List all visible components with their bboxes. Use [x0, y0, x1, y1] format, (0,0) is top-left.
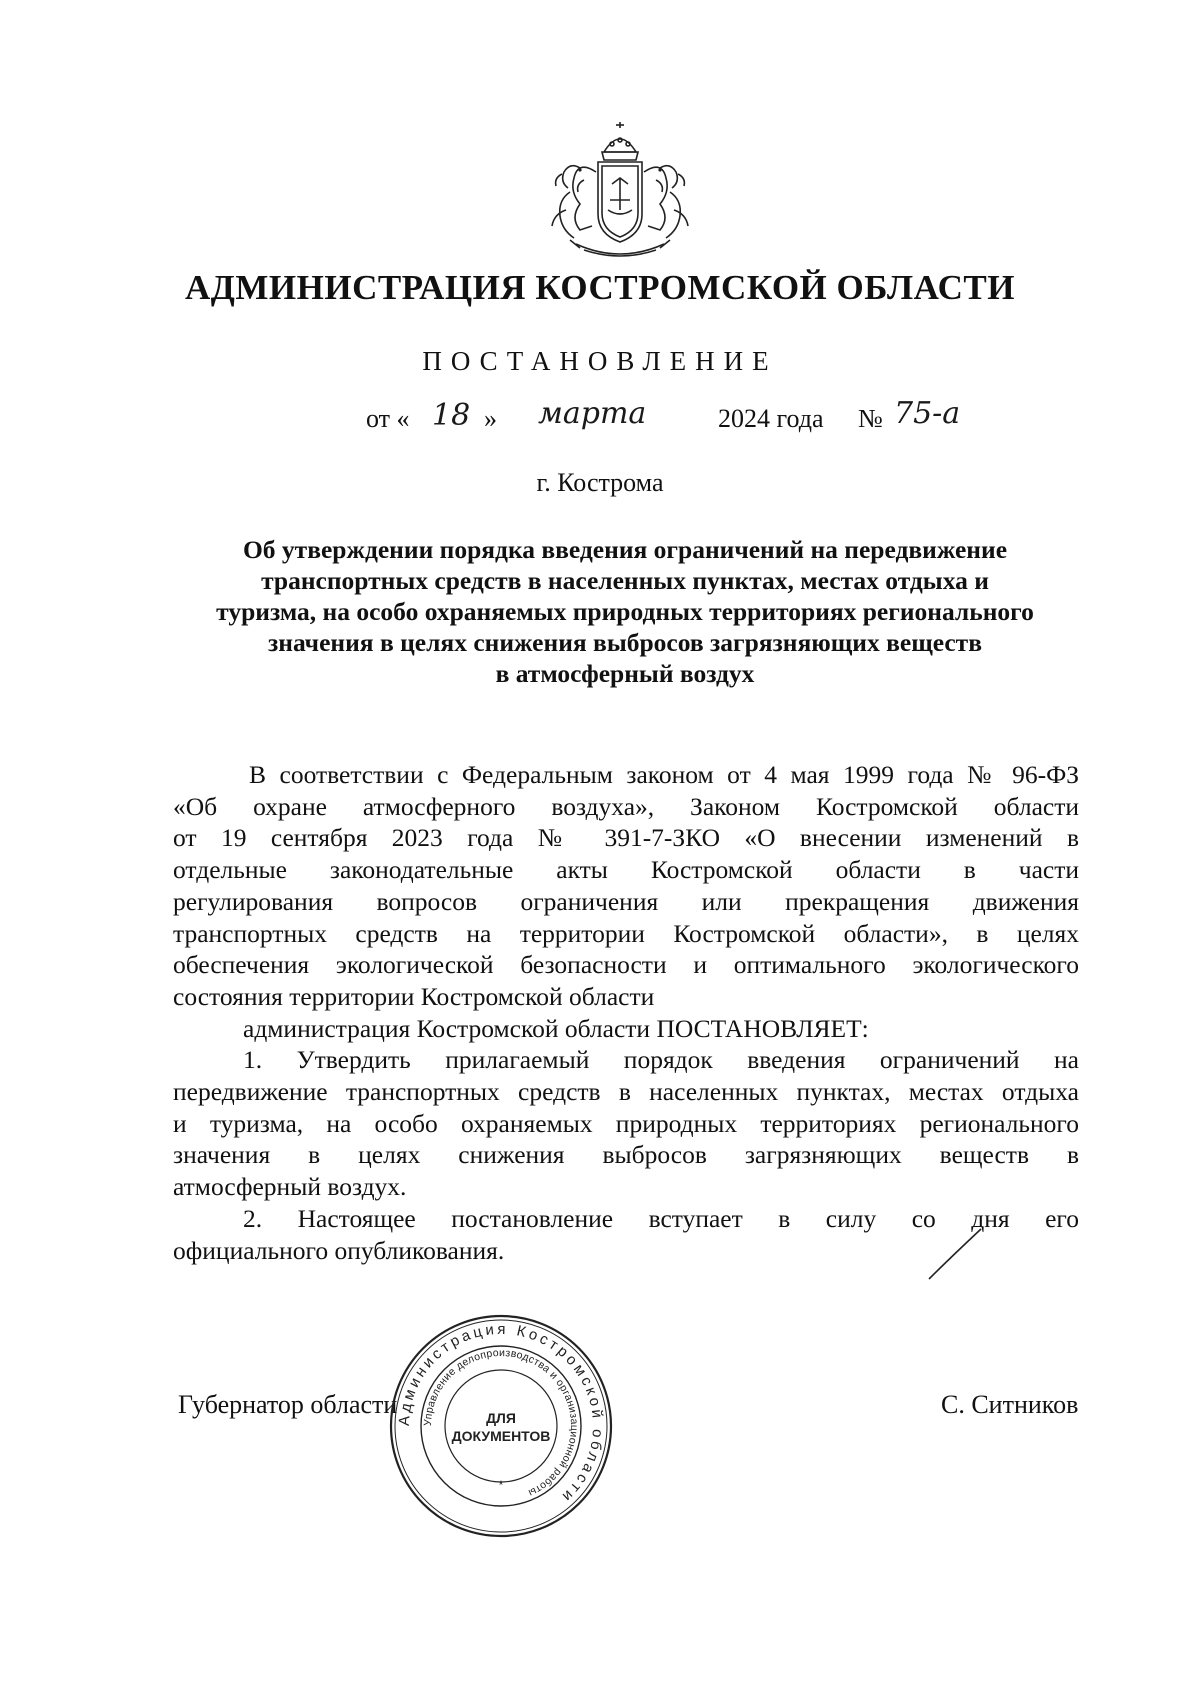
body-line: отдельные законодательные акты Костромской области в части	[173, 855, 1079, 885]
item-2-line: официального опубликования.	[173, 1235, 505, 1265]
svg-text:*: *	[498, 1478, 504, 1492]
body-line: «Об охране атмосферного воздуха», Законом Костромской области	[173, 791, 1079, 821]
city: г. Кострома	[536, 468, 664, 497]
body-line: транспортных средств на территории Костромской области», в целях	[173, 918, 1079, 948]
date-number-line	[366, 396, 1066, 460]
document-number-handwritten: 75-а	[894, 396, 961, 431]
coat-of-arms-emblem	[540, 122, 700, 264]
document-body	[173, 759, 1079, 1266]
subject-line: туризма, на особо охраняемых природных территориях регионального	[216, 597, 1034, 626]
pen-stroke-mark	[925, 1225, 985, 1283]
organization-title: АДМИНИСТРАЦИЯ КОСТРОМСКОЙ ОБЛАСТИ	[185, 268, 1015, 307]
subject-line: в атмосферный воздух	[495, 659, 755, 688]
stamp-center-line-1: ДЛЯ	[486, 1410, 516, 1426]
signer-position: Губернатор области	[178, 1390, 398, 1419]
subject-line: транспортных средств в населенных пунктах, местах отдыха и	[261, 566, 989, 595]
date-prefix: от «	[366, 404, 410, 433]
date-month-handwritten: марта	[538, 396, 647, 431]
item-1-line: 1. Утвердить прилагаемый порядок введения ограничений на	[243, 1045, 1079, 1075]
item-1-line: передвижение транспортных средств в населенных пунктах, местах отдыха	[173, 1077, 1079, 1107]
signer-name: С. Ситников	[941, 1390, 1079, 1419]
subject-line: значения в целях снижения выбросов загрязняющих веществ	[268, 628, 982, 657]
date-day-handwritten: 18	[432, 398, 471, 433]
document-subject	[165, 534, 1085, 689]
body-line: обеспечения экологической безопасности и оптимального экологического	[173, 950, 1079, 980]
official-stamp-seal	[388, 1313, 614, 1539]
document-type: ПОСТАНОВЛЕНИЕ	[422, 346, 778, 376]
body-line: регулирования вопросов ограничения или прекращения движения	[173, 886, 1079, 916]
body-line: от 19 сентября 2023 года № 391-7-ЗКО «О внесении изменений в	[173, 823, 1079, 853]
decree-line: администрация Костромской области ПОСТАНОВЛЯЕТ:	[243, 1013, 869, 1043]
subject-line: Об утверждении порядка введения ограничений на передвижение	[242, 535, 1008, 564]
date-year: 2024 года	[718, 404, 824, 433]
number-sign: №	[858, 404, 883, 433]
stamp-center-line-2: ДОКУМЕНТОВ	[451, 1428, 551, 1444]
item-1-line: и туризма, на особо охраняемых природных территориях регионального	[173, 1108, 1079, 1138]
item-2-line: 2. Настоящее постановление вступает в силу со дня его	[243, 1203, 1079, 1233]
item-1-line: атмосферный воздух.	[173, 1172, 407, 1202]
date-close-quote: »	[484, 404, 497, 433]
body-line: В соответствии с Федеральным законом от 4 мая 1999 года № 96-ФЗ	[249, 760, 1079, 789]
stamp-outer-text: Администрация Костромской области	[395, 1320, 607, 1507]
item-1-line: значения в целях снижения выбросов загрязняющих веществ в	[173, 1140, 1079, 1170]
body-line: состояния территории Костромской области	[173, 981, 655, 1011]
stamp-inner-text: Управление делопроизводства и организационной работы	[421, 1346, 581, 1500]
